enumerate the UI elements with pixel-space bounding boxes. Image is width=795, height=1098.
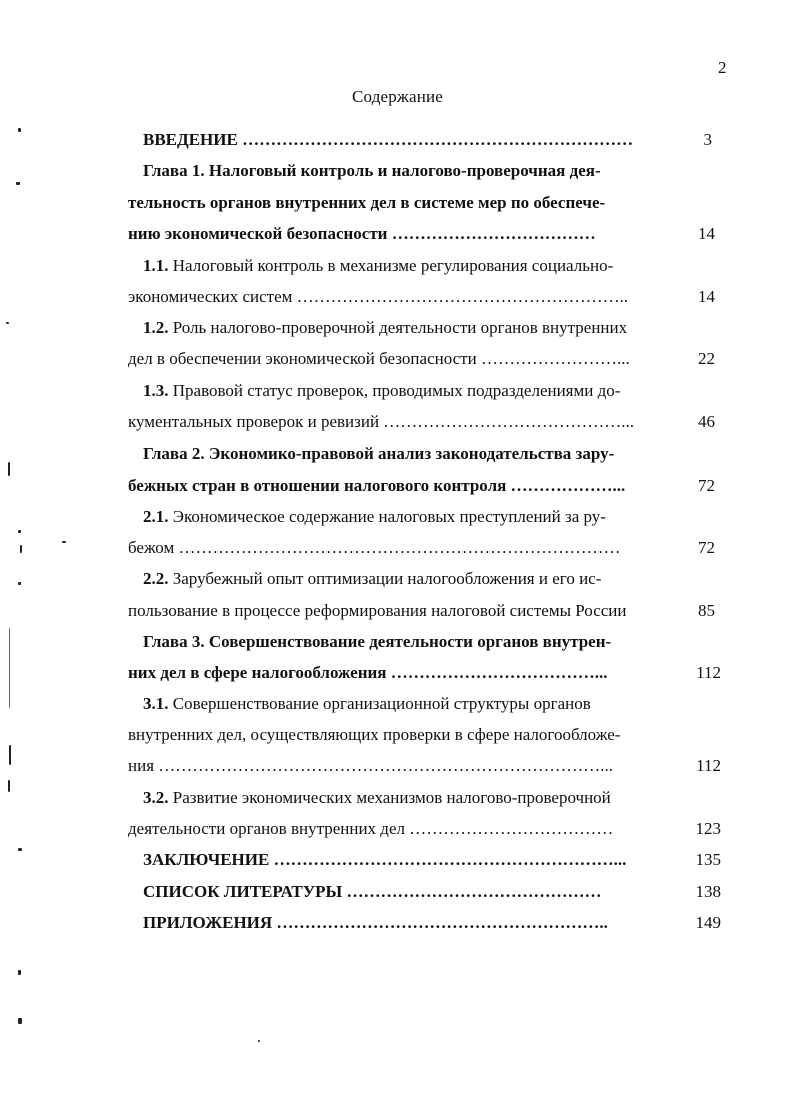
- toc-line: [143, 161, 601, 181]
- toc-line: [143, 318, 627, 338]
- scan-speck: [16, 182, 20, 185]
- scan-speck: [9, 628, 10, 708]
- toc-section-number: 2.2.: [143, 569, 169, 588]
- toc-line: [143, 694, 591, 714]
- scan-speck: [258, 1040, 260, 1042]
- toc-line: [128, 601, 627, 621]
- toc-text: СПИСОК ЛИТЕРАТУРЫ ………………………………………: [143, 882, 602, 901]
- toc-line: [128, 224, 596, 244]
- toc-text: Совершенствование организационной структуры органов: [168, 694, 591, 713]
- scan-speck: [62, 541, 66, 543]
- toc-text: Развитие экономических механизмов налогово-проверочной: [168, 788, 611, 807]
- toc-text: Глава 2. Экономико-правовой анализ законодательства зару-: [143, 444, 615, 463]
- scan-speck: [18, 1018, 22, 1024]
- toc-line: [128, 663, 608, 683]
- page-number: 2: [718, 58, 727, 77]
- toc-line: [143, 788, 611, 808]
- toc-text: пользование в процессе реформирования налоговой системы России: [128, 601, 627, 620]
- scan-speck: [18, 530, 21, 533]
- scan-speck: [18, 970, 21, 975]
- toc-text: нию экономической безопасности ………………………………: [128, 224, 596, 243]
- toc-text: Налоговый контроль в механизме регулирования социально-: [168, 256, 614, 275]
- toc-page: 123: [695, 819, 721, 838]
- toc-text: кументальных проверок и ревизий ……………………………………...: [128, 412, 635, 431]
- toc-line: [143, 632, 611, 652]
- toc-page: 14: [698, 224, 715, 243]
- toc-line: [128, 412, 634, 432]
- toc-page: 14: [698, 287, 715, 306]
- scan-speck: [8, 462, 10, 476]
- scan-speck: [9, 745, 11, 765]
- toc-page: 138: [695, 882, 721, 901]
- scan-speck: [6, 322, 9, 324]
- toc-page: 46: [698, 412, 715, 431]
- toc-page: 85: [698, 601, 715, 620]
- toc-line: [128, 476, 625, 496]
- toc-text: Глава 3. Совершенствование деятельности органов внутрен-: [143, 632, 612, 651]
- toc-text: Зарубежный опыт оптимизации налогообложения и его ис-: [168, 569, 602, 588]
- toc-line: [143, 256, 613, 276]
- toc-line: [128, 538, 620, 558]
- toc-line: [143, 569, 601, 589]
- scan-speck: [18, 582, 21, 585]
- toc-line: [143, 882, 602, 902]
- toc-text: ВВЕДЕНИЕ ……………………………………………………………: [143, 130, 634, 149]
- toc-line: [143, 850, 626, 870]
- toc-line: [143, 507, 606, 527]
- toc-text: ния ……………………………………………………………………...: [128, 756, 614, 775]
- toc-page: 72: [698, 476, 715, 495]
- toc-line: [143, 381, 620, 401]
- toc-page: 135: [695, 850, 721, 869]
- toc-line: [143, 130, 633, 150]
- toc-page: 112: [696, 663, 721, 682]
- toc-text: Экономическое содержание налоговых преступлений за ру-: [168, 507, 606, 526]
- toc-text: деятельности органов внутренних дел ………………………………: [128, 819, 614, 838]
- scan-speck: [18, 848, 22, 851]
- scan-speck: [8, 780, 10, 792]
- toc-text: внутренних дел, осуществляющих проверки в сфере налогообложе-: [128, 725, 621, 744]
- toc-section-number: 2.1.: [143, 507, 169, 526]
- scan-speck: [18, 128, 21, 132]
- toc-text: дел в обеспечении экономической безопасности ……………………...: [128, 349, 630, 368]
- toc-text: тельность органов внутренних дел в системе мер по обеспече-: [128, 193, 606, 212]
- toc-page: 22: [698, 349, 715, 368]
- toc-line: [143, 913, 608, 933]
- toc-section-number: 3.1.: [143, 694, 169, 713]
- toc-text: ЗАКЛЮЧЕНИЕ ……………………………………………………...: [143, 850, 627, 869]
- scan-speck: [20, 545, 22, 553]
- toc-text: бежом ……………………………………………………………………: [128, 538, 621, 557]
- toc-text: ПРИЛОЖЕНИЯ …………………………………………………..: [143, 913, 608, 932]
- toc-line: [128, 193, 605, 213]
- toc-line: [128, 819, 613, 839]
- page-title: Содержание: [351, 87, 444, 106]
- toc-page: 112: [696, 756, 721, 775]
- toc-page: 3: [703, 130, 712, 149]
- toc-text: экономических систем …………………………………………………..: [128, 287, 629, 306]
- toc-line: [128, 756, 613, 776]
- toc-line: [143, 444, 614, 464]
- toc-line: [128, 287, 628, 307]
- toc-text: Глава 1. Налоговый контроль и налогово-проверочная дея-: [143, 161, 601, 180]
- toc-text: Правовой статус проверок, проводимых подразделениями до-: [168, 381, 621, 400]
- toc-section-number: 1.2.: [143, 318, 169, 337]
- toc-line: [128, 725, 620, 745]
- toc-text: них дел в сфере налогообложения ………………………………...: [128, 663, 608, 682]
- toc-text: бежных стран в отношении налогового контроля ………………...: [128, 476, 626, 495]
- toc-section-number: 1.1.: [143, 256, 169, 275]
- toc-text: Роль налогово-проверочной деятельности органов внутренних: [168, 318, 628, 337]
- toc-page: 72: [698, 538, 715, 557]
- toc-line: [128, 349, 630, 369]
- toc-page: 149: [695, 913, 721, 932]
- toc-section-number: 3.2.: [143, 788, 169, 807]
- toc-section-number: 1.3.: [143, 381, 169, 400]
